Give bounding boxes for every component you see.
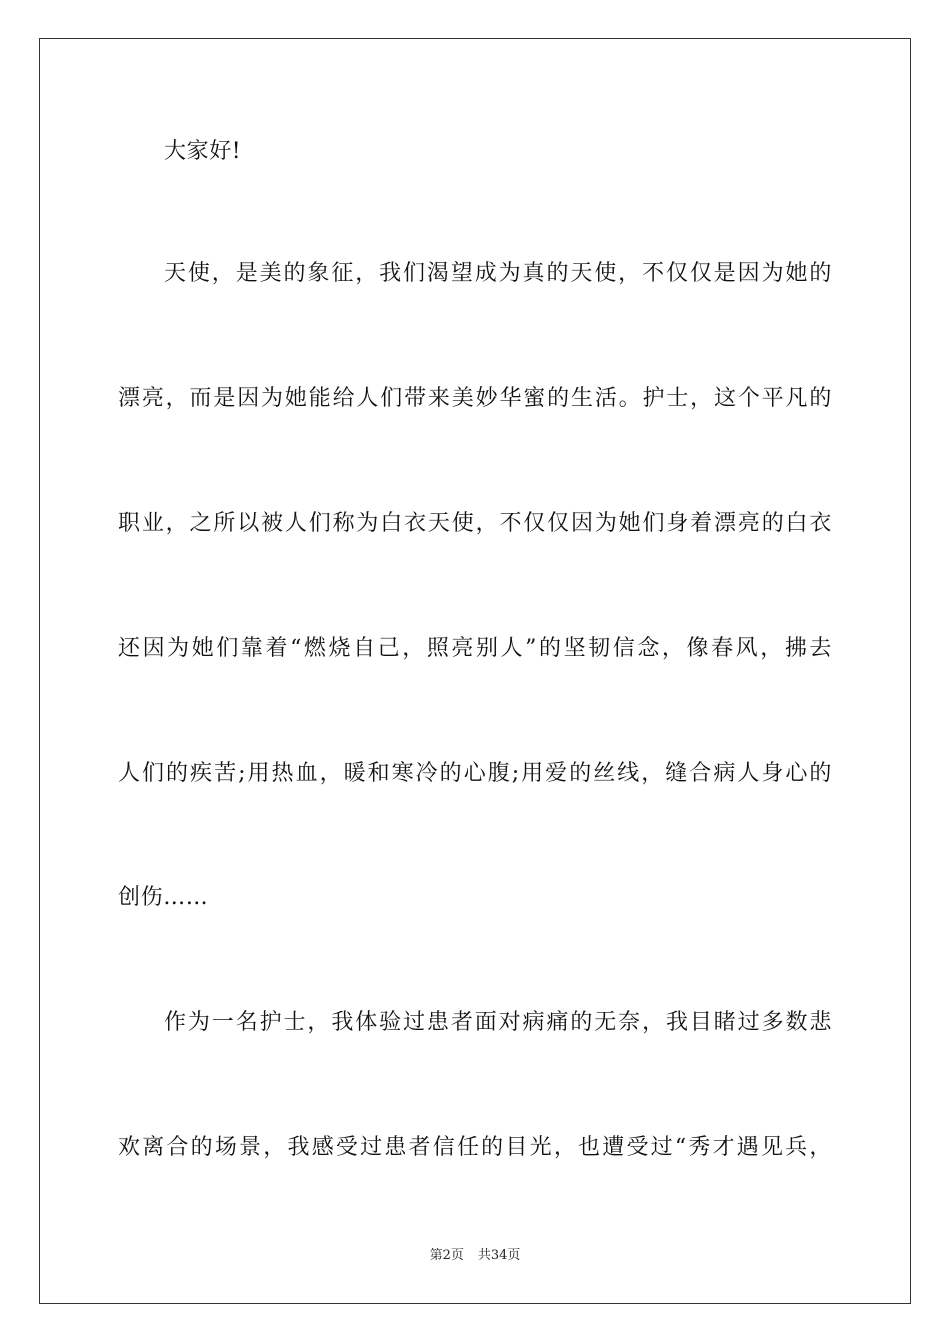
paragraph-line: 职业，之所以被人们称为白衣天使，不仅仅因为她们身着漂亮的白衣: [118, 511, 832, 536]
paragraph-line: 欢离合的场景，我感受过患者信任的目光，也遭受过“秀才遇见兵，: [118, 1135, 832, 1160]
paragraph-line: 还因为她们靠着“燃烧自己，照亮别人”的坚韧信念，像春风，拂去: [118, 636, 832, 661]
paragraph-line: 人们的疾苦;用热血，暖和寒冷的心腹;用爱的丝线，缝合病人身心的: [118, 761, 832, 786]
paragraph-line: 天使，是美的象征，我们渴望成为真的天使，不仅仅是因为她的: [164, 261, 832, 286]
paragraph-line: 作为一名护士，我体验过患者面对病痛的无奈，我目睹过多数悲: [164, 1010, 832, 1035]
page-border: [39, 38, 911, 1304]
page-footer: [0, 1247, 950, 1265]
page-total: 共34页: [477, 1248, 521, 1263]
paragraph-line: 漂亮，而是因为她能给人们带来美妙华蜜的生活。护士，这个平凡的: [118, 386, 832, 411]
paragraph-line: 大家好!: [164, 139, 242, 164]
paragraph-line: 创伤……: [118, 885, 209, 910]
page-number: 第2页: [429, 1248, 464, 1263]
